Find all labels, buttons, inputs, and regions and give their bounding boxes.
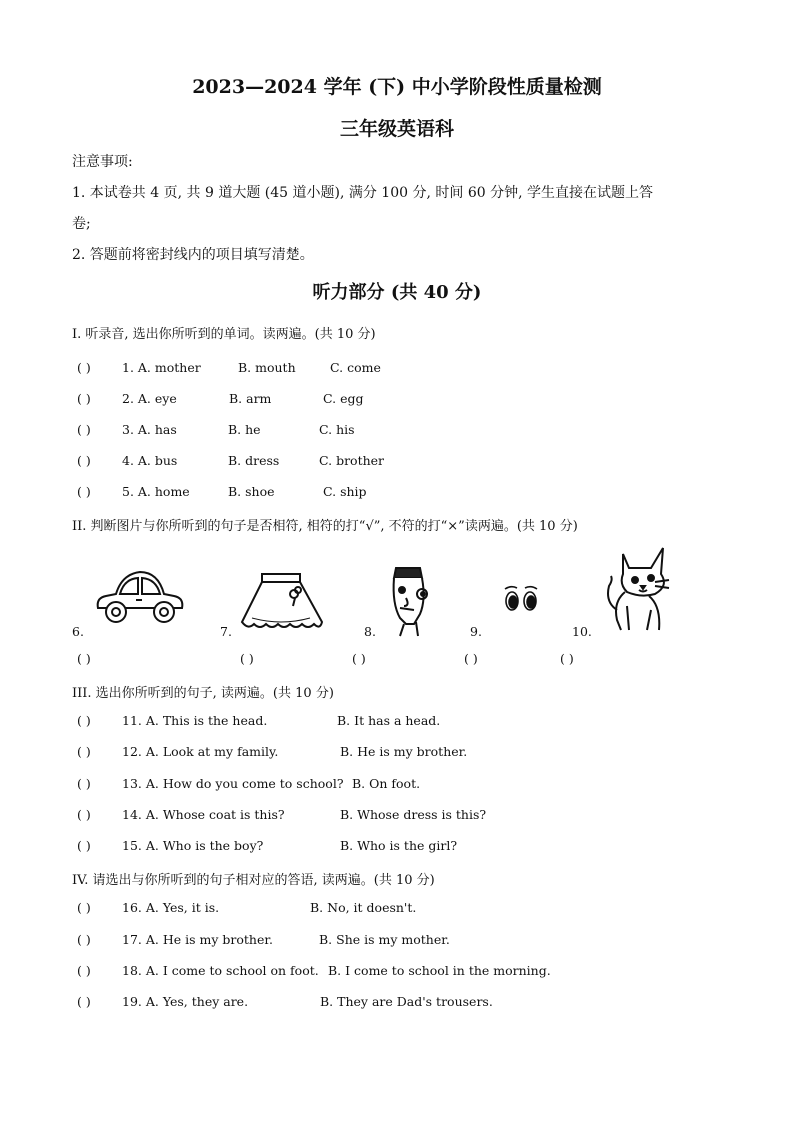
option-b: B. Who is the girl?	[340, 838, 458, 853]
answer-bracket[interactable]: ( )	[77, 453, 91, 468]
item-number: 9.	[470, 624, 482, 639]
option-c: C. brother	[319, 453, 385, 468]
answer-bracket[interactable]: ( )	[77, 484, 91, 499]
option-a: 11. A. This is the head.	[122, 713, 268, 728]
answer-bracket[interactable]: ( )	[77, 360, 91, 375]
option-b: B. Whose dress is this?	[340, 807, 487, 822]
option-b: B. No, it doesn't.	[310, 900, 417, 915]
notes-heading: 注意事项:	[72, 154, 133, 170]
option-a: 4. A. bus	[122, 453, 178, 468]
option-b: B. mouth	[238, 360, 296, 375]
answer-bracket[interactable]: ( )	[77, 807, 91, 822]
option-b: B. I come to school in the morning.	[328, 963, 551, 978]
cat-icon	[605, 546, 675, 634]
option-a: 3. A. has	[122, 422, 177, 437]
answer-bracket[interactable]: ( )	[77, 932, 91, 947]
option-b: B. It has a head.	[337, 713, 441, 728]
option-c: C. egg	[323, 391, 364, 406]
answer-bracket[interactable]: ( )	[464, 651, 478, 666]
option-b: B. He is my brother.	[340, 744, 468, 759]
car-icon	[92, 562, 188, 630]
answer-bracket[interactable]: ( )	[77, 651, 91, 666]
eyes-icon	[503, 585, 539, 615]
option-a: 5. A. home	[122, 484, 190, 499]
option-a: 19. A. Yes, they are.	[122, 994, 249, 1009]
answer-bracket[interactable]: ( )	[77, 391, 91, 406]
option-b: B. dress	[228, 453, 280, 468]
item-number: 8.	[364, 624, 376, 639]
option-b: B. They are Dad's trousers.	[320, 994, 493, 1009]
skirt-icon	[238, 572, 324, 632]
notes-item-1b: 卷;	[72, 216, 91, 232]
item-number: 6.	[72, 624, 84, 639]
answer-bracket[interactable]: ( )	[77, 994, 91, 1009]
option-b: B. She is my mother.	[319, 932, 450, 947]
answer-bracket[interactable]: ( )	[77, 838, 91, 853]
option-a: 14. A. Whose coat is this?	[122, 807, 285, 822]
answer-bracket[interactable]: ( )	[352, 651, 366, 666]
option-c: C. his	[319, 422, 355, 437]
item-number: 7.	[220, 624, 232, 639]
option-a: 2. A. eye	[122, 391, 177, 406]
answer-bracket[interactable]: ( )	[240, 651, 254, 666]
option-b: B. On foot.	[352, 776, 421, 791]
answer-bracket[interactable]: ( )	[77, 963, 91, 978]
notes-item-2: 2. 答题前将密封线内的项目填写清楚。	[72, 247, 314, 263]
option-a: 1. A. mother	[122, 360, 201, 375]
answer-bracket[interactable]: ( )	[77, 776, 91, 791]
page-subtitle: 三年级英语科	[339, 118, 454, 140]
section2-heading: II. 判断图片与你所听到的句子是否相符, 相符的打“√”, 不符的打“×”读两遍。(共 10 分)	[72, 519, 578, 534]
page-title: 2023—2024 学年 (下) 中小学阶段性质量检测	[192, 76, 602, 98]
listening-title: 听力部分 (共 40 分)	[312, 282, 482, 303]
option-b: B. arm	[229, 391, 272, 406]
answer-bracket[interactable]: ( )	[560, 651, 574, 666]
option-c: C. come	[330, 360, 381, 375]
section4-heading: IV. 请选出与你所听到的句子相对应的答语, 读两遍。(共 10 分)	[72, 873, 435, 888]
answer-bracket[interactable]: ( )	[77, 713, 91, 728]
section3-heading: III. 选出你所听到的句子, 读两遍。(共 10 分)	[72, 686, 334, 701]
item-number: 10.	[572, 624, 592, 639]
option-a: 16. A. Yes, it is.	[122, 900, 220, 915]
option-a: 15. A. Who is the boy?	[122, 838, 264, 853]
option-b: B. he	[228, 422, 261, 437]
option-b: B. shoe	[228, 484, 275, 499]
notes-item-1a: 1. 本试卷共 4 页, 共 9 道大题 (45 道小题), 满分 100 分, 时间 60 分钟, 学生直接在试题上答	[72, 185, 653, 201]
option-c: C. ship	[323, 484, 367, 499]
option-a: 12. A. Look at my family.	[122, 744, 279, 759]
face-icon	[386, 564, 432, 638]
answer-bracket[interactable]: ( )	[77, 744, 91, 759]
section1-heading: I. 听录音, 选出你所听到的单词。读两遍。(共 10 分)	[72, 327, 376, 342]
option-a: 18. A. I come to school on foot.	[122, 963, 319, 978]
answer-bracket[interactable]: ( )	[77, 422, 91, 437]
answer-bracket[interactable]: ( )	[77, 900, 91, 915]
option-a: 17. A. He is my brother.	[122, 932, 273, 947]
option-a: 13. A. How do you come to school?	[122, 776, 344, 791]
